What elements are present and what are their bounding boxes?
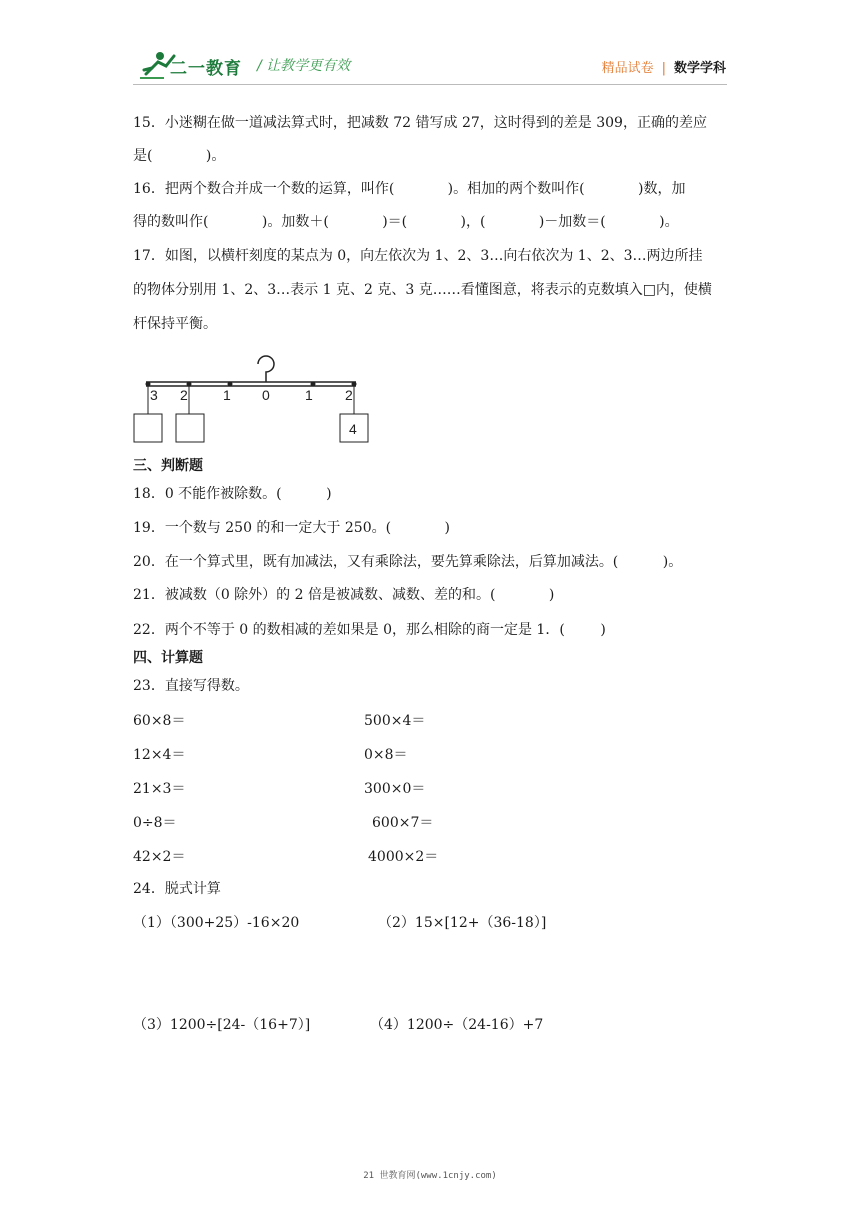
calc-left-1: 60×8＝: [133, 713, 186, 729]
tick-dot: [228, 382, 233, 387]
question-15-line-1: 15．小迷糊在做一道减法算式时，把减数 72 错写成 27，这时得到的差是 309，正确的差应: [133, 115, 707, 131]
tick-label-center-0: 0: [262, 387, 270, 403]
calc-left-4: 0÷8＝: [133, 815, 177, 831]
question-23: 23．直接写得数。: [133, 678, 249, 694]
calc-right-5: 4000×2＝: [368, 849, 439, 865]
tick-label-left-3: 3: [150, 387, 158, 403]
weight-box-value: 4: [349, 421, 357, 437]
logo-text: 二一教育: [170, 59, 242, 79]
question-21: 21．被减数（0 除外）的 2 倍是被减数、减数、差的和。( ): [133, 587, 555, 603]
brand: [602, 57, 726, 76]
tick-label-left-2: 2: [180, 387, 188, 403]
tick-label-right-2: 2: [345, 387, 353, 403]
step-calc-3: （3）1200÷[24-（16+7）]: [133, 1017, 311, 1033]
brand-separator: |: [661, 61, 666, 76]
answer-box-left-2: [176, 414, 204, 442]
brand-right: 数学学科: [673, 61, 726, 76]
step-calc-1: （1）（300+25）-16×20: [133, 915, 300, 931]
step-calc-4: （4）1200÷（24-16）+7: [370, 1017, 544, 1033]
step-calc-2: （2）15×[12+（36-18）]: [378, 915, 547, 931]
question-19: 19．一个数与 250 的和一定大于 250。( ): [133, 520, 450, 536]
question-24: 24．脱式计算: [133, 881, 221, 897]
answer-box-left-3: [134, 414, 162, 442]
tick-dot: [187, 382, 192, 387]
tick-dot: [311, 382, 316, 387]
question-17-line-2: 的物体分别用 1、2、3…表示 1 克、2 克、3 克……看懂图意，将表示的克数填入□内，使横: [133, 282, 712, 298]
question-18: 18．0 不能作被除数。( ): [133, 486, 332, 502]
slogan: / 让教学更有效: [257, 58, 351, 74]
calc-right-4: 600×7＝: [372, 815, 434, 831]
header-divider: [133, 84, 727, 85]
section-4-title: 四、计算题: [133, 650, 203, 666]
brand-left: 精品试卷: [601, 61, 654, 76]
hook-icon: [258, 356, 274, 382]
calc-left-2: 12×4＝: [133, 747, 186, 763]
balance-figure: [130, 346, 380, 450]
calc-right-2: 0×8＝: [364, 747, 408, 763]
question-22: 22．两个不等于 0 的数相减的差如果是 0，那么相除的商一定是 1．( ): [133, 622, 606, 638]
page-footer: 21 世教育网(www.1cnjy.com): [363, 1171, 497, 1181]
question-16-line-1: 16．把两个数合并成一个数的运算，叫作( )。相加的两个数叫作( )数，加: [133, 181, 686, 197]
page-header: [0, 0, 860, 90]
tick-dot: [146, 382, 151, 387]
tick-label-right-1: 1: [305, 387, 313, 403]
calc-right-1: 500×4＝: [364, 713, 426, 729]
question-17-line-3: 杆保持平衡。: [133, 316, 217, 332]
question-17-line-1: 17．如图，以横杆刻度的某点为 0，向左依次为 1、2、3…向右依次为 1、2、3…两边所挂: [133, 248, 703, 264]
question-20: 20．在一个算式里，既有加减法，又有乘除法，要先算乘除法，后算加减法。( )。: [133, 554, 683, 570]
tick-label-left-1: 1: [223, 387, 231, 403]
question-16-line-2: 得的数叫作( )。加数＋( )＝( )，( )－加数＝( )。: [133, 214, 679, 230]
tick-dot: [352, 382, 357, 387]
calc-left-5: 42×2＝: [133, 849, 186, 865]
section-3-title: 三、判断题: [133, 458, 203, 474]
calc-left-3: 21×3＝: [133, 781, 186, 797]
question-15-line-2: 是( )。: [133, 148, 226, 164]
calc-right-3: 300×0＝: [364, 781, 426, 797]
